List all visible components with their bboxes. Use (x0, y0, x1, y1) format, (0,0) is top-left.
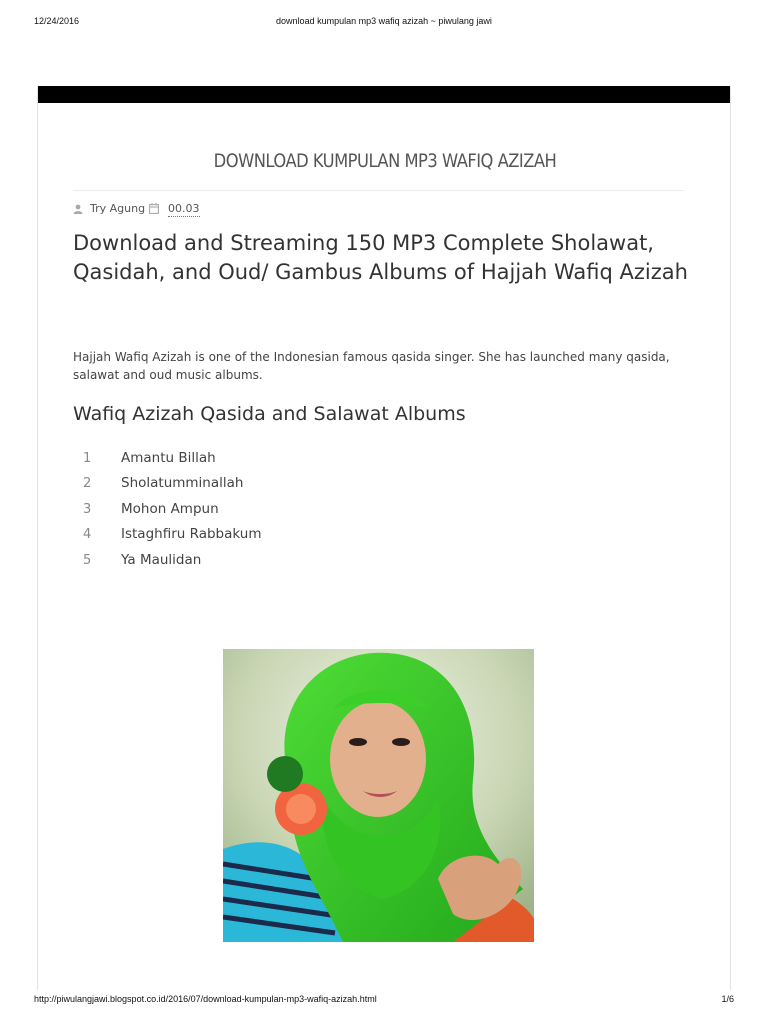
album-name: Sholatumminallah (121, 475, 244, 492)
list-item (73, 446, 473, 471)
blog-post-card (37, 86, 731, 990)
print-page-title: download kumpulan mp3 wafiq azizah ~ piwulang jawi (276, 16, 492, 26)
album-name: Istaghfiru Rabbakum (121, 526, 262, 543)
section-heading: Wafiq Azizah Qasida and Salawat Albums (73, 403, 466, 425)
list-item (73, 471, 473, 496)
post-author[interactable]: Try Agung (90, 202, 146, 215)
print-page-number: 1/6 (721, 994, 734, 1004)
list-item-number: 5 (83, 552, 92, 568)
list-item-number: 3 (83, 501, 92, 517)
print-date: 12/24/2016 (34, 16, 80, 26)
print-footer (0, 994, 768, 1010)
album-name: Mohon Ampun (121, 500, 219, 517)
list-item-number: 1 (83, 451, 92, 466)
list-item-number: 2 (83, 476, 92, 492)
list-item-number: 4 (83, 527, 92, 543)
list-item (73, 522, 473, 547)
calendar-icon (149, 203, 159, 214)
print-url: http://piwulangjawi.blogspot.co.id/2016/07/download-kumpulan-mp3-wafiq-azizah.html (34, 994, 377, 1004)
print-header (0, 16, 768, 32)
post-title[interactable]: DOWNLOAD KUMPULAN MP3 WAFIQ AZIZAH (213, 150, 557, 172)
post-timestamp-link[interactable]: 00.03 (168, 202, 200, 215)
album-name: Ya Maulidan (121, 551, 202, 568)
user-icon (73, 204, 83, 214)
post-intro: Hajjah Wafiq Azizah is one of the Indonesian famous qasida singer. She has launched many qasida, salawat and oud music albums. (73, 350, 670, 382)
post-headline: Download and Streaming 150 MP3 Complete Sholawat, Qasidah, and Oud/ Gambus Albums of Hajjah Wafiq Azizah (73, 231, 688, 284)
list-item (73, 548, 473, 573)
album-name: Amantu Billah (121, 450, 216, 466)
singer-photo (223, 649, 534, 942)
title-divider (73, 190, 684, 191)
album-list (73, 446, 473, 573)
list-item (73, 497, 473, 522)
top-navigation-bar (38, 86, 731, 103)
